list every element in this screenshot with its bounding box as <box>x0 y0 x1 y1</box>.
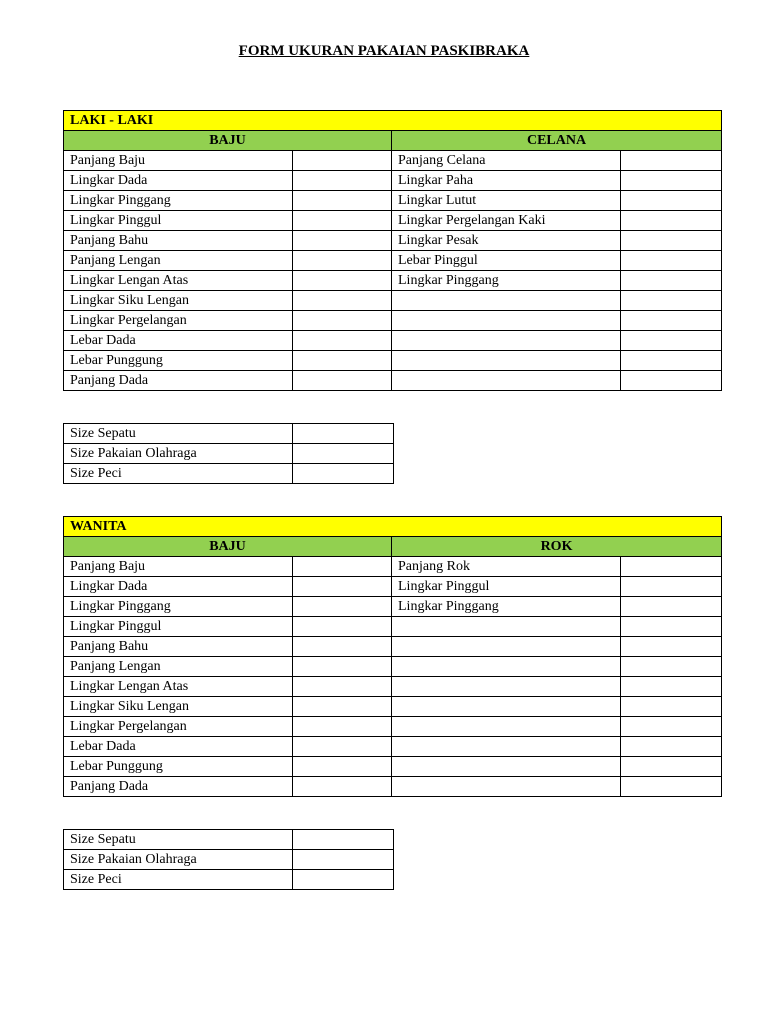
table-row <box>64 464 394 484</box>
measure-value-field[interactable] <box>621 657 722 677</box>
table-row <box>64 191 722 211</box>
measure-value-field[interactable] <box>621 271 722 291</box>
measure-value-field[interactable] <box>293 557 392 577</box>
table-row <box>64 850 394 870</box>
measure-value-field[interactable] <box>621 577 722 597</box>
empty-cell <box>392 677 621 697</box>
measure-value-field[interactable] <box>293 271 392 291</box>
measure-value-field[interactable] <box>293 777 392 797</box>
measure-label: Lingkar Pinggul <box>392 577 621 597</box>
table-row <box>64 151 722 171</box>
table-row <box>64 717 722 737</box>
measure-value-field[interactable] <box>621 231 722 251</box>
empty-cell <box>392 637 621 657</box>
measure-label: Lingkar Siku Lengan <box>64 697 293 717</box>
measure-label: Lingkar Pinggang <box>64 597 293 617</box>
measure-value-field[interactable] <box>293 211 392 231</box>
measure-value-field[interactable] <box>293 331 392 351</box>
measure-label: Panjang Rok <box>392 557 621 577</box>
men-size-table <box>63 423 394 484</box>
empty-cell <box>392 331 621 351</box>
table-row <box>64 271 722 291</box>
measure-label: Lingkar Pinggul <box>64 617 293 637</box>
table-row <box>64 637 722 657</box>
measure-value-field[interactable] <box>293 717 392 737</box>
measure-value-field[interactable] <box>293 597 392 617</box>
measure-value-field[interactable] <box>293 737 392 757</box>
measure-label: Lingkar Siku Lengan <box>64 291 293 311</box>
empty-cell <box>392 717 621 737</box>
section-title: WANITA <box>64 517 722 537</box>
measure-label: Panjang Baju <box>64 557 293 577</box>
empty-cell <box>392 657 621 677</box>
measure-value-field[interactable] <box>621 211 722 231</box>
empty-cell <box>392 737 621 757</box>
measure-label: Panjang Celana <box>392 151 621 171</box>
table-row <box>64 251 722 271</box>
section-title: LAKI - LAKI <box>64 111 722 131</box>
size-value-field[interactable] <box>293 424 394 444</box>
measure-label: Lebar Punggung <box>64 757 293 777</box>
table-row <box>64 737 722 757</box>
measure-value-field[interactable] <box>621 777 722 797</box>
measure-label: Lingkar Lengan Atas <box>64 271 293 291</box>
measure-label: Lingkar Pinggang <box>392 271 621 291</box>
table-row <box>64 291 722 311</box>
measure-value-field[interactable] <box>293 251 392 271</box>
measure-value-field[interactable] <box>621 677 722 697</box>
size-value-field[interactable] <box>293 830 394 850</box>
table-row <box>64 171 722 191</box>
table-row <box>64 577 722 597</box>
measure-value-field[interactable] <box>621 371 722 391</box>
measure-value-field[interactable] <box>621 171 722 191</box>
measure-value-field[interactable] <box>293 311 392 331</box>
size-label: Size Pakaian Olahraga <box>64 850 293 870</box>
size-label: Size Peci <box>64 870 293 890</box>
table-row <box>64 697 722 717</box>
measure-value-field[interactable] <box>621 351 722 371</box>
page-title: FORM UKURAN PAKAIAN PASKIBRAKA <box>238 43 530 59</box>
measure-value-field[interactable] <box>621 191 722 211</box>
empty-cell <box>392 757 621 777</box>
measure-label: Lingkar Lengan Atas <box>64 677 293 697</box>
table-row <box>64 371 722 391</box>
women-measure-table <box>63 516 722 797</box>
measure-value-field[interactable] <box>621 757 722 777</box>
measure-value-field[interactable] <box>621 311 722 331</box>
measure-value-field[interactable] <box>621 251 722 271</box>
table-row <box>64 351 722 371</box>
measure-value-field[interactable] <box>293 351 392 371</box>
measure-label: Lingkar Lutut <box>392 191 621 211</box>
measure-value-field[interactable] <box>293 231 392 251</box>
measure-value-field[interactable] <box>293 657 392 677</box>
measure-label: Lebar Dada <box>64 331 293 351</box>
column-header-rok: ROK <box>392 537 722 557</box>
measure-value-field[interactable] <box>293 617 392 637</box>
measure-value-field[interactable] <box>293 191 392 211</box>
measure-label: Lingkar Dada <box>64 171 293 191</box>
women-size-table <box>63 829 394 890</box>
measure-value-field[interactable] <box>293 637 392 657</box>
column-header-celana: CELANA <box>392 131 722 151</box>
measure-label: Lingkar Pinggang <box>392 597 621 617</box>
size-label: Size Sepatu <box>64 424 293 444</box>
empty-cell <box>392 291 621 311</box>
table-row <box>64 617 722 637</box>
column-header-baju: BAJU <box>64 537 392 557</box>
table-row <box>64 597 722 617</box>
table-row <box>64 777 722 797</box>
table-row <box>64 331 722 351</box>
empty-cell <box>392 371 621 391</box>
measure-value-field[interactable] <box>621 331 722 351</box>
table-row <box>64 311 722 331</box>
measure-label: Panjang Lengan <box>64 251 293 271</box>
size-value-field[interactable] <box>293 464 394 484</box>
measure-value-field[interactable] <box>621 717 722 737</box>
measure-label: Panjang Dada <box>64 371 293 391</box>
size-label: Size Sepatu <box>64 830 293 850</box>
measure-value-field[interactable] <box>621 291 722 311</box>
measure-value-field[interactable] <box>293 697 392 717</box>
measure-label: Panjang Bahu <box>64 637 293 657</box>
column-header-baju: BAJU <box>64 131 392 151</box>
measure-value-field[interactable] <box>293 677 392 697</box>
table-row <box>64 757 722 777</box>
measure-value-field[interactable] <box>621 637 722 657</box>
size-label: Size Pakaian Olahraga <box>64 444 293 464</box>
measure-label: Lebar Dada <box>64 737 293 757</box>
table-row <box>64 231 722 251</box>
measure-value-field[interactable] <box>293 151 392 171</box>
measure-label: Lingkar Paha <box>392 171 621 191</box>
empty-cell <box>392 311 621 331</box>
measure-label: Lingkar Pinggul <box>64 211 293 231</box>
men-measure-table <box>63 110 722 391</box>
measure-label: Panjang Bahu <box>64 231 293 251</box>
table-row <box>64 444 394 464</box>
measure-value-field[interactable] <box>621 151 722 171</box>
size-label: Size Peci <box>64 464 293 484</box>
measure-label: Lingkar Pergelangan Kaki <box>392 211 621 231</box>
size-value-field[interactable] <box>293 870 394 890</box>
measure-value-field[interactable] <box>293 757 392 777</box>
measure-label: Lingkar Pergelangan <box>64 717 293 737</box>
size-value-field[interactable] <box>293 850 394 870</box>
table-row <box>64 211 722 231</box>
measure-label: Lingkar Pinggang <box>64 191 293 211</box>
measure-value-field[interactable] <box>621 617 722 637</box>
table-row <box>64 657 722 677</box>
measure-value-field[interactable] <box>621 597 722 617</box>
measure-value-field[interactable] <box>293 171 392 191</box>
measure-label: Panjang Baju <box>64 151 293 171</box>
table-row <box>64 870 394 890</box>
empty-cell <box>392 777 621 797</box>
table-row <box>64 830 394 850</box>
measure-label: Lingkar Dada <box>64 577 293 597</box>
empty-cell <box>392 351 621 371</box>
measure-label: Lebar Punggung <box>64 351 293 371</box>
measure-label: Panjang Lengan <box>64 657 293 677</box>
empty-cell <box>392 697 621 717</box>
measure-value-field[interactable] <box>621 557 722 577</box>
table-row <box>64 677 722 697</box>
measure-value-field[interactable] <box>293 577 392 597</box>
measure-label: Lingkar Pesak <box>392 231 621 251</box>
measure-label: Panjang Dada <box>64 777 293 797</box>
empty-cell <box>392 617 621 637</box>
table-row <box>64 557 722 577</box>
measure-label: Lingkar Pergelangan <box>64 311 293 331</box>
measure-label: Lebar Pinggul <box>392 251 621 271</box>
table-row <box>64 424 394 444</box>
measure-value-field[interactable] <box>293 291 392 311</box>
size-value-field[interactable] <box>293 444 394 464</box>
measure-value-field[interactable] <box>293 371 392 391</box>
measure-value-field[interactable] <box>621 737 722 757</box>
measure-value-field[interactable] <box>621 697 722 717</box>
